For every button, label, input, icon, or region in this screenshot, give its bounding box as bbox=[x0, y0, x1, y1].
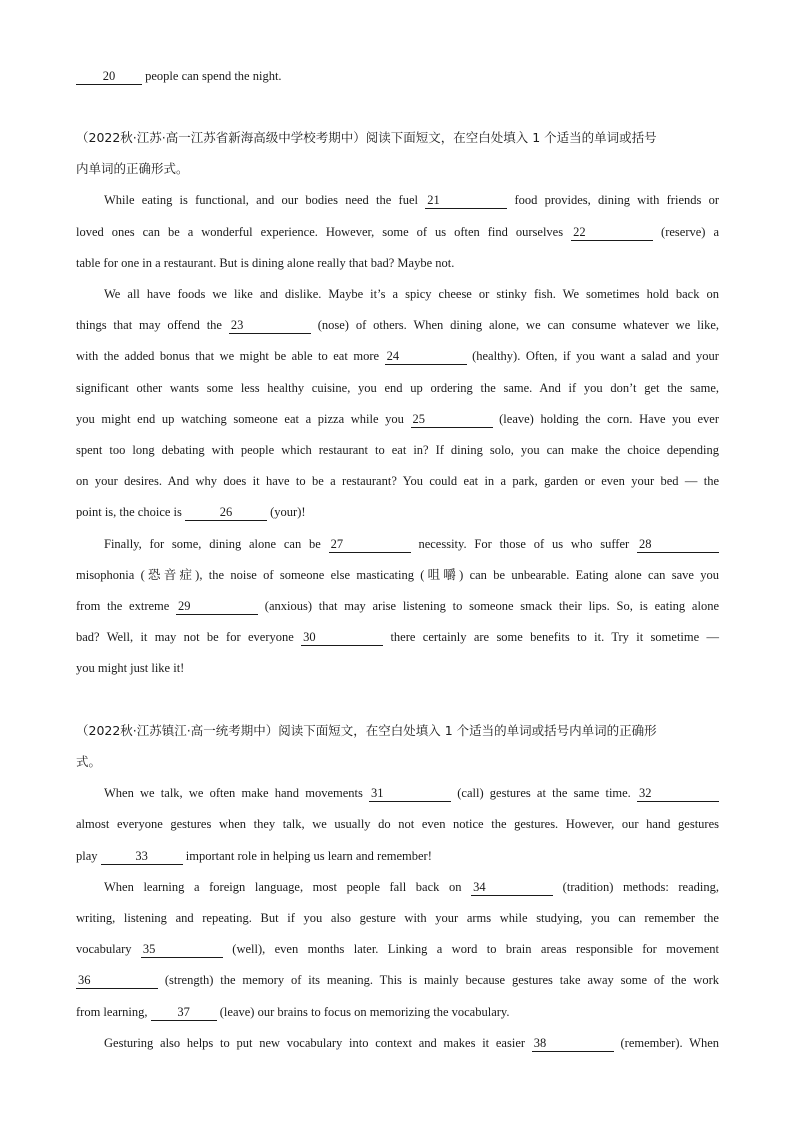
text-line: 36 (strength) the memory of its meaning. This is mainly because gestures take away some of the work bbox=[78, 973, 719, 987]
question-header-cont: 式。 bbox=[76, 754, 102, 769]
text-line: you might end up watching someone eat a pizza while you 25 (leave) holding the corn. Have you ever bbox=[76, 412, 719, 426]
text-line: with the added bonus that we might be able to eat more 24 (healthy). Often, if you want a salad and your bbox=[76, 349, 719, 363]
blank-30[interactable]: 30 bbox=[301, 630, 383, 646]
text-line: spent too long debating with people which restaurant to eat in? If dining solo, you can make the choice depending bbox=[76, 443, 719, 457]
blank-22[interactable]: 22 bbox=[571, 225, 653, 241]
blank-33[interactable]: 33 bbox=[101, 849, 183, 865]
text-line: When we talk, we often make hand movements 31 (call) gestures at the same time. 32 bbox=[104, 783, 719, 803]
blank-20[interactable]: 20 bbox=[76, 69, 142, 85]
text-line: Finally, for some, dining alone can be 27 necessity. For those of us who suffer 28 bbox=[104, 534, 719, 554]
blank-23[interactable]: 23 bbox=[229, 318, 311, 334]
text-line: from learning, 37 (leave) our brains to focus on memorizing the vocabulary. bbox=[76, 1005, 510, 1019]
question-header-cont: 内单词的正确形式。 bbox=[76, 161, 189, 176]
text-line: vocabulary 35 (well), even months later. Linking a word to brain areas responsible for movement bbox=[76, 942, 719, 956]
blank-32[interactable]: 32 bbox=[637, 786, 719, 802]
text-line: almost everyone gestures when they talk, we usually do not even notice the gestures. However, our hand gestures bbox=[76, 817, 719, 831]
blank-25[interactable]: 25 bbox=[411, 412, 493, 428]
blank-36[interactable]: 36 bbox=[76, 973, 158, 989]
blank-38[interactable]: 38 bbox=[532, 1036, 614, 1052]
text-line: point is, the choice is 26 (your)! bbox=[76, 505, 306, 519]
text-line: We all have foods we like and dislike. Maybe it’s a spicy cheese or stinky fish. We sometimes hold back on bbox=[104, 287, 719, 301]
text-line: things that may offend the 23 (nose) of others. When dining alone, we can consume whatever we like, bbox=[76, 318, 719, 332]
text-line: from the extreme 29 (anxious) that may arise listening to someone smack their lips. So, is eating alone bbox=[76, 599, 719, 613]
text-line: misophonia (恐音症), the noise of someone else masticating (咀嚼) can be unbearable. Eating alone can save you bbox=[76, 567, 719, 582]
text-line: loved ones can be a wonderful experience. However, some of us often find ourselves 22 (reserve) a bbox=[76, 225, 719, 239]
text-line: on your desires. And why does it have to be a restaurant? You could eat in a park, garden or even your bed — the bbox=[76, 474, 719, 488]
text-line: significant other wants some less healthy cuisine, you end up ordering the same. And if you don’t get the same, bbox=[76, 381, 719, 395]
text-line: table for one in a restaurant. But is dining alone really that bad? Maybe not. bbox=[76, 256, 455, 270]
text-line: While eating is functional, and our bodies need the fuel 21 food provides, dining with friends or bbox=[104, 193, 719, 207]
text-line: play 33 important role in helping us learn and remember! bbox=[76, 849, 432, 863]
blank-28[interactable]: 28 bbox=[637, 537, 719, 553]
question-header: （2022秋·江苏·高一江苏省新海高级中学校考期中）阅读下面短文，在空白处填入 1 个适当的单词或括号 bbox=[76, 130, 657, 145]
blank-21[interactable]: 21 bbox=[425, 193, 507, 209]
blank-31[interactable]: 31 bbox=[369, 786, 451, 802]
text-line: writing, listening and repeating. But if you also gesture with your arms while studying, you can remember the bbox=[76, 911, 719, 925]
blank-35[interactable]: 35 bbox=[141, 942, 223, 958]
blank-34[interactable]: 34 bbox=[471, 880, 553, 896]
question-header: （2022秋·江苏镇江·高一统考期中）阅读下面短文，在空白处填入 1 个适当的单词或括号内单词的正确形 bbox=[76, 723, 657, 738]
text-line: 20 people can spend the night. bbox=[76, 66, 719, 86]
text-line: When learning a foreign language, most people fall back on 34 (tradition) methods: reading, bbox=[104, 880, 719, 894]
text-line: bad? Well, it may not be for everyone 30 there certainly are some benefits to it. Try it sometime — bbox=[76, 630, 719, 644]
blank-27[interactable]: 27 bbox=[329, 537, 411, 553]
blank-29[interactable]: 29 bbox=[176, 599, 258, 615]
blank-24[interactable]: 24 bbox=[385, 349, 467, 365]
text-line: Gesturing also helps to put new vocabulary into context and makes it easier 38 (remember). When bbox=[104, 1036, 719, 1050]
blank-26[interactable]: 26 bbox=[185, 505, 267, 521]
blank-37[interactable]: 37 bbox=[151, 1005, 217, 1021]
text-line: you might just like it! bbox=[76, 661, 185, 675]
